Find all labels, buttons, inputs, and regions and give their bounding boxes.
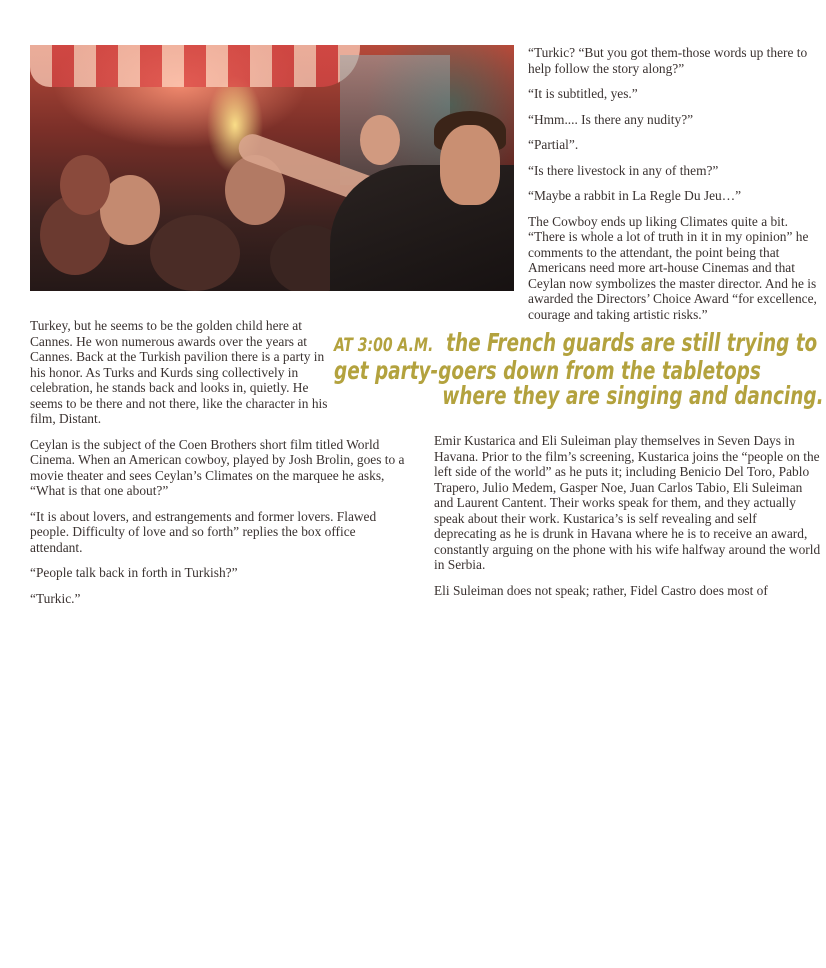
paragraph: Ceylan is the subject of the Coen Brothers short film titled World Cinema. When an American cowboy, played by Josh Brolin, goes to a movie theater and sees Ceylan’s Climates on the marquee he asks, “What is that one about?” xyxy=(30,436,405,498)
pull-quote xyxy=(334,328,824,410)
pull-quote-line: get party-goers down from the tabletops xyxy=(334,356,761,385)
paragraph: “Partial”. xyxy=(528,137,579,152)
paragraph: “Hmm.... Is there any nudity?” xyxy=(528,111,694,127)
paragraph: “Turkic? “But you got them-those words up there to help follow the story along?” xyxy=(528,45,808,76)
paragraph: “People talk back in forth in Turkish?” xyxy=(30,565,238,580)
photo-awning xyxy=(30,45,360,87)
pull-quote-line: where they are singing and dancing. xyxy=(442,381,824,410)
paragraph: “Turkic.” xyxy=(30,590,81,606)
party-photo xyxy=(30,45,514,291)
photo-crowd-head xyxy=(60,155,110,215)
paragraph: The Cowboy ends up liking Climates quite a bit. “There is whole a lot of truth in it in my opinion” he comments to the attendant, the point being that Americans need more art-house Cinemas and that Ceylan now symbolizes the master director. And he is awarded the Directors’ Choice Award “for excellence, courage and taking artistic risks.” xyxy=(528,213,817,322)
paragraph: “Maybe a rabbit in La Regle Du Jeu…” xyxy=(528,188,742,203)
paragraph: Turkey, but he seems to be the golden child here at Cannes. He won numerous awards over the years at Cannes. Back at the Turkish pavilion there is a party in his honor. As Turks and Kurds sing collectively in celebration, he stands back and looks in, quietly. He seems to be there and not there, like the character in his film, Distant. xyxy=(30,318,328,426)
column-right-bottom xyxy=(434,433,822,608)
photo-man-face xyxy=(440,125,500,205)
paragraph: Emir Kustarica and Eli Suleiman play themselves in Seven Days in Havana. Prior to the film’s screening, Kustarica joins the “people on the left side of the world” as he puts it; including Benicio Del Toro, Pablo Trapero, Julio Medem, Gasper Noe, Juan Carlos Tabio, Eli Suleiman and Laurent Cantent. Their works speak for them, and they actually speak about their work. Kustarica’s is self revealing and self deprecating as he is drunk in Havana where he is to receive an award, constantly arguing on the phone with his wife halfway around the world in Serbia. xyxy=(434,433,821,572)
photo-crowd-head xyxy=(360,115,400,165)
paragraph: “It is about lovers, and estrangements and former lovers. Flawed people. Difficulty of love and so forth” replies the box office attendant. xyxy=(30,508,377,555)
paragraph: “It is subtitled, yes.” xyxy=(528,86,638,101)
photo-crowd-head xyxy=(150,215,240,291)
paragraph: Eli Suleiman does not speak; rather, Fidel Castro does most of xyxy=(434,582,768,598)
paragraph: “Is there livestock in any of them?” xyxy=(528,162,719,178)
pull-quote-time: AT 3:00 A.M. xyxy=(334,334,434,356)
pull-quote-line: the French guards are still trying to xyxy=(446,328,818,357)
column-right-top xyxy=(528,45,820,332)
